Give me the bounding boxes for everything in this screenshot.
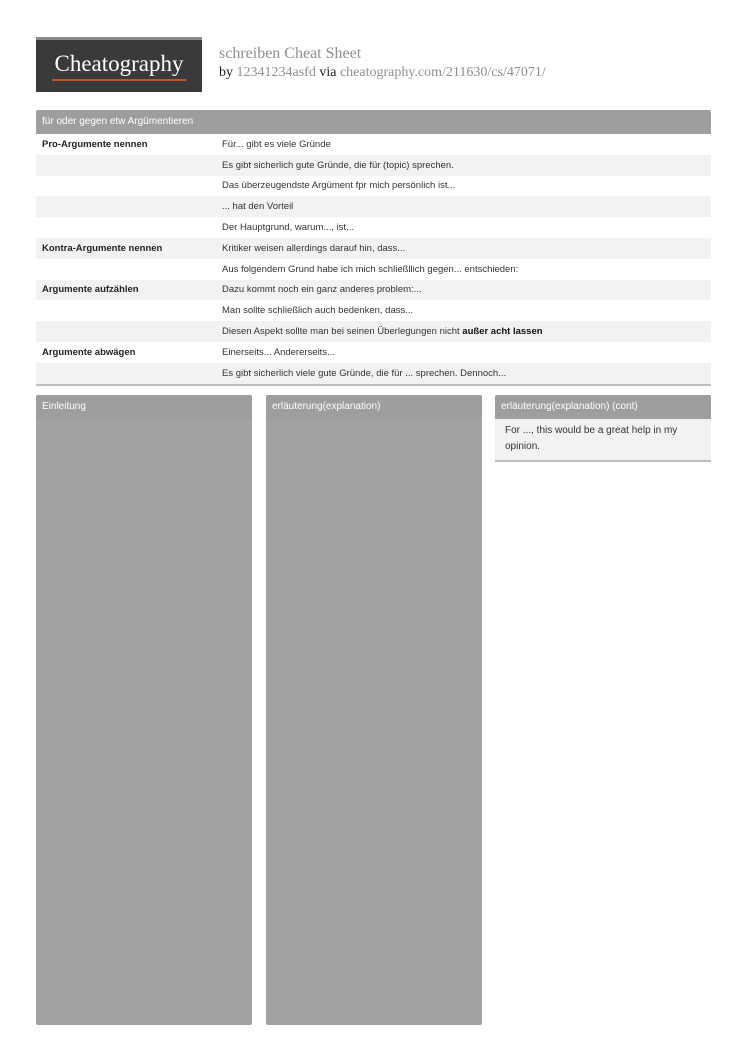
panel-body: For ..., this would be a great help in my opinion. [495,419,711,460]
row-key: Argumente abwägen [42,346,136,358]
table-row [36,300,711,321]
author-link[interactable]: 12341234asfd [236,65,316,80]
row-value [222,326,711,337]
explanation-cont-panel [495,395,711,462]
table-row [36,342,711,363]
table-row [36,217,711,238]
panel-title: Einleitung [36,395,252,419]
page-title: schreiben Cheat Sheet [219,45,362,62]
byline-via: via [319,65,337,80]
panel-title: erläuterung(explanation) (cont) [495,395,711,419]
table-row [36,363,711,384]
row-value-text: Diesen Aspekt sollte man bei seinen Überlegungen nicht [222,326,463,338]
row-value: ... hat den Vorteil [222,201,294,213]
row-key: Kontra-Argumente nennen [42,242,163,254]
row-value: Einerseits... Andererseits... [222,346,335,358]
einleitung-panel [36,395,252,1025]
row-value: Es gibt sicherlich gute Gründe, die für (topic) sprechen. [222,159,454,171]
row-value: Aus folgendem Grund habe ich mich schließllich gegen... entschieden: [222,263,519,275]
argumentieren-panel [36,110,711,386]
row-value: Kritiker weisen allerdings darauf hin, dass... [222,242,406,254]
byline-by: by [219,65,233,80]
row-value: Man sollte schließlich auch bedenken, dass... [222,305,414,317]
row-key: Pro-Argumente nennen [42,138,148,150]
logo-underline [52,79,186,81]
table-row [36,259,711,280]
table-row [36,280,711,301]
row-value: Für... gibt es viele Gründe [222,138,331,150]
row-value: Der Hauptgrund, warum..., ist... [222,222,354,234]
row-value-bold: außer acht lassen [462,326,543,338]
logo-text: Cheatography [54,51,184,76]
cheatography-logo[interactable] [36,37,202,92]
table-row [36,176,711,197]
phrase-table [36,134,711,384]
table-row [36,134,711,155]
sheet-url-link[interactable]: cheatography.com/211630/cs/47071/ [339,65,546,80]
table-row [36,196,711,217]
explanation-panel [266,395,482,1025]
row-value: Das überzeugendste Argüment fpr mich persönlich ist... [222,180,456,192]
panel-title: für oder gegen etw Argümentieren [36,110,711,134]
row-key: Argumente aufzählen [42,284,139,296]
table-row [36,155,711,176]
table-row [36,321,711,342]
table-row [36,238,711,259]
panel-title: erläuterung(explanation) [266,395,482,419]
byline [219,65,546,81]
row-value: Dazu kommt noch ein ganz anderes problem:... [222,284,422,296]
row-value: Es gibt sicherlich viele gute Gründe, die für ... sprechen. Dennoch... [222,367,507,379]
